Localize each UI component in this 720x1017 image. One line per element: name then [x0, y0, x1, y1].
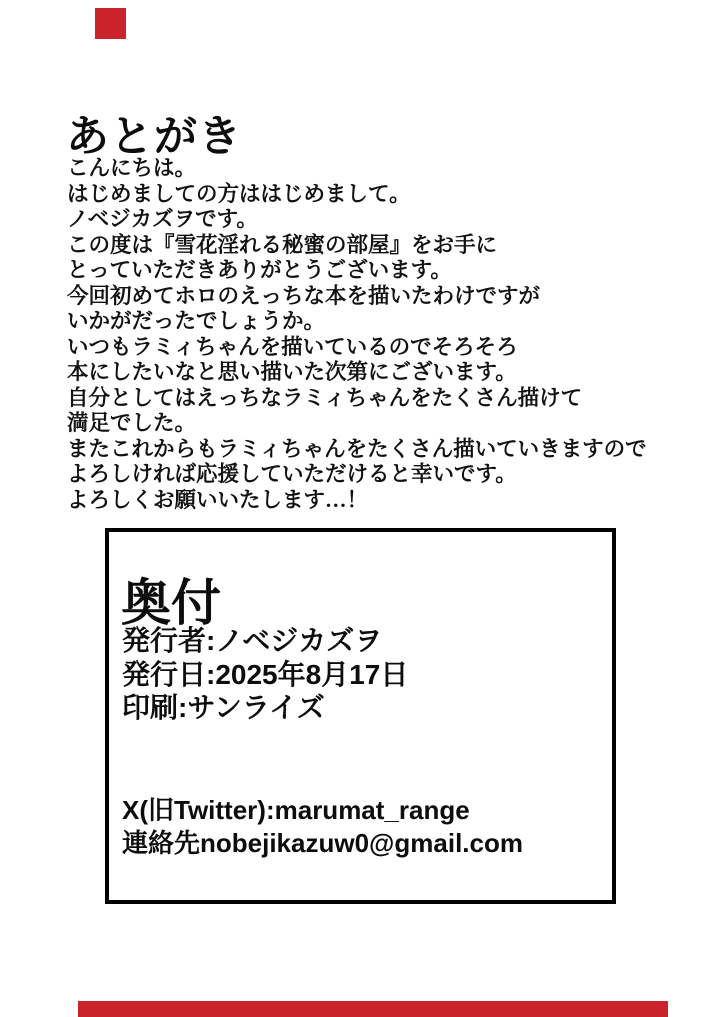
twitter-handle-line: X(旧Twitter):marumat_range [122, 795, 470, 825]
body-line: よろしければ応援していただけると幸いです。 [67, 462, 517, 486]
body-line: こんにちは。 [67, 156, 197, 180]
body-line: この度は『雪花淫れる秘蜜の部屋』をお手に [67, 232, 498, 257]
colophon-info-block [122, 624, 408, 725]
colophon-contact-block [122, 794, 523, 860]
red-bar-mark [78, 1001, 668, 1017]
publisher-line: 発行者:ノベジカズヲ [122, 625, 383, 656]
body-line: いかがだったでしょうか。 [67, 309, 326, 333]
colophon-title: 奥付 [121, 574, 221, 631]
body-line: よろしくお願いいたします…！ [67, 487, 369, 512]
body-line: はじめましての方ははじめまして。 [67, 181, 411, 206]
page-title: あとがき [66, 112, 242, 161]
red-stamp-mark [95, 8, 126, 39]
printer-line: 印刷:サンライズ [122, 692, 325, 723]
body-line: 自分としてはえっちなラミィちゃんをたくさん描けて [67, 385, 583, 410]
body-line: 本にしたいなと思い描いた次第にございます。 [67, 360, 517, 384]
afterword-text-block [67, 156, 707, 513]
body-line: またこれからもラミィちゃんをたくさん描いていきますので [67, 436, 647, 461]
publish-date-line: 発行日:2025年8月17日 [122, 658, 409, 690]
colophon-box [105, 528, 616, 904]
body-line: ノベジカズヲです。 [67, 207, 258, 231]
body-line: いつもラミィちゃんを描いているのでそろそろ [67, 334, 518, 359]
body-line: 満足でした。 [67, 411, 197, 435]
contact-email-line: 連絡先nobejikazuw0@gmail.com [122, 828, 523, 858]
body-line: とっていただきありがとうございます。 [67, 258, 452, 282]
body-line: 今回初めてホロのえっちな本を描いたわけですが [67, 283, 541, 308]
